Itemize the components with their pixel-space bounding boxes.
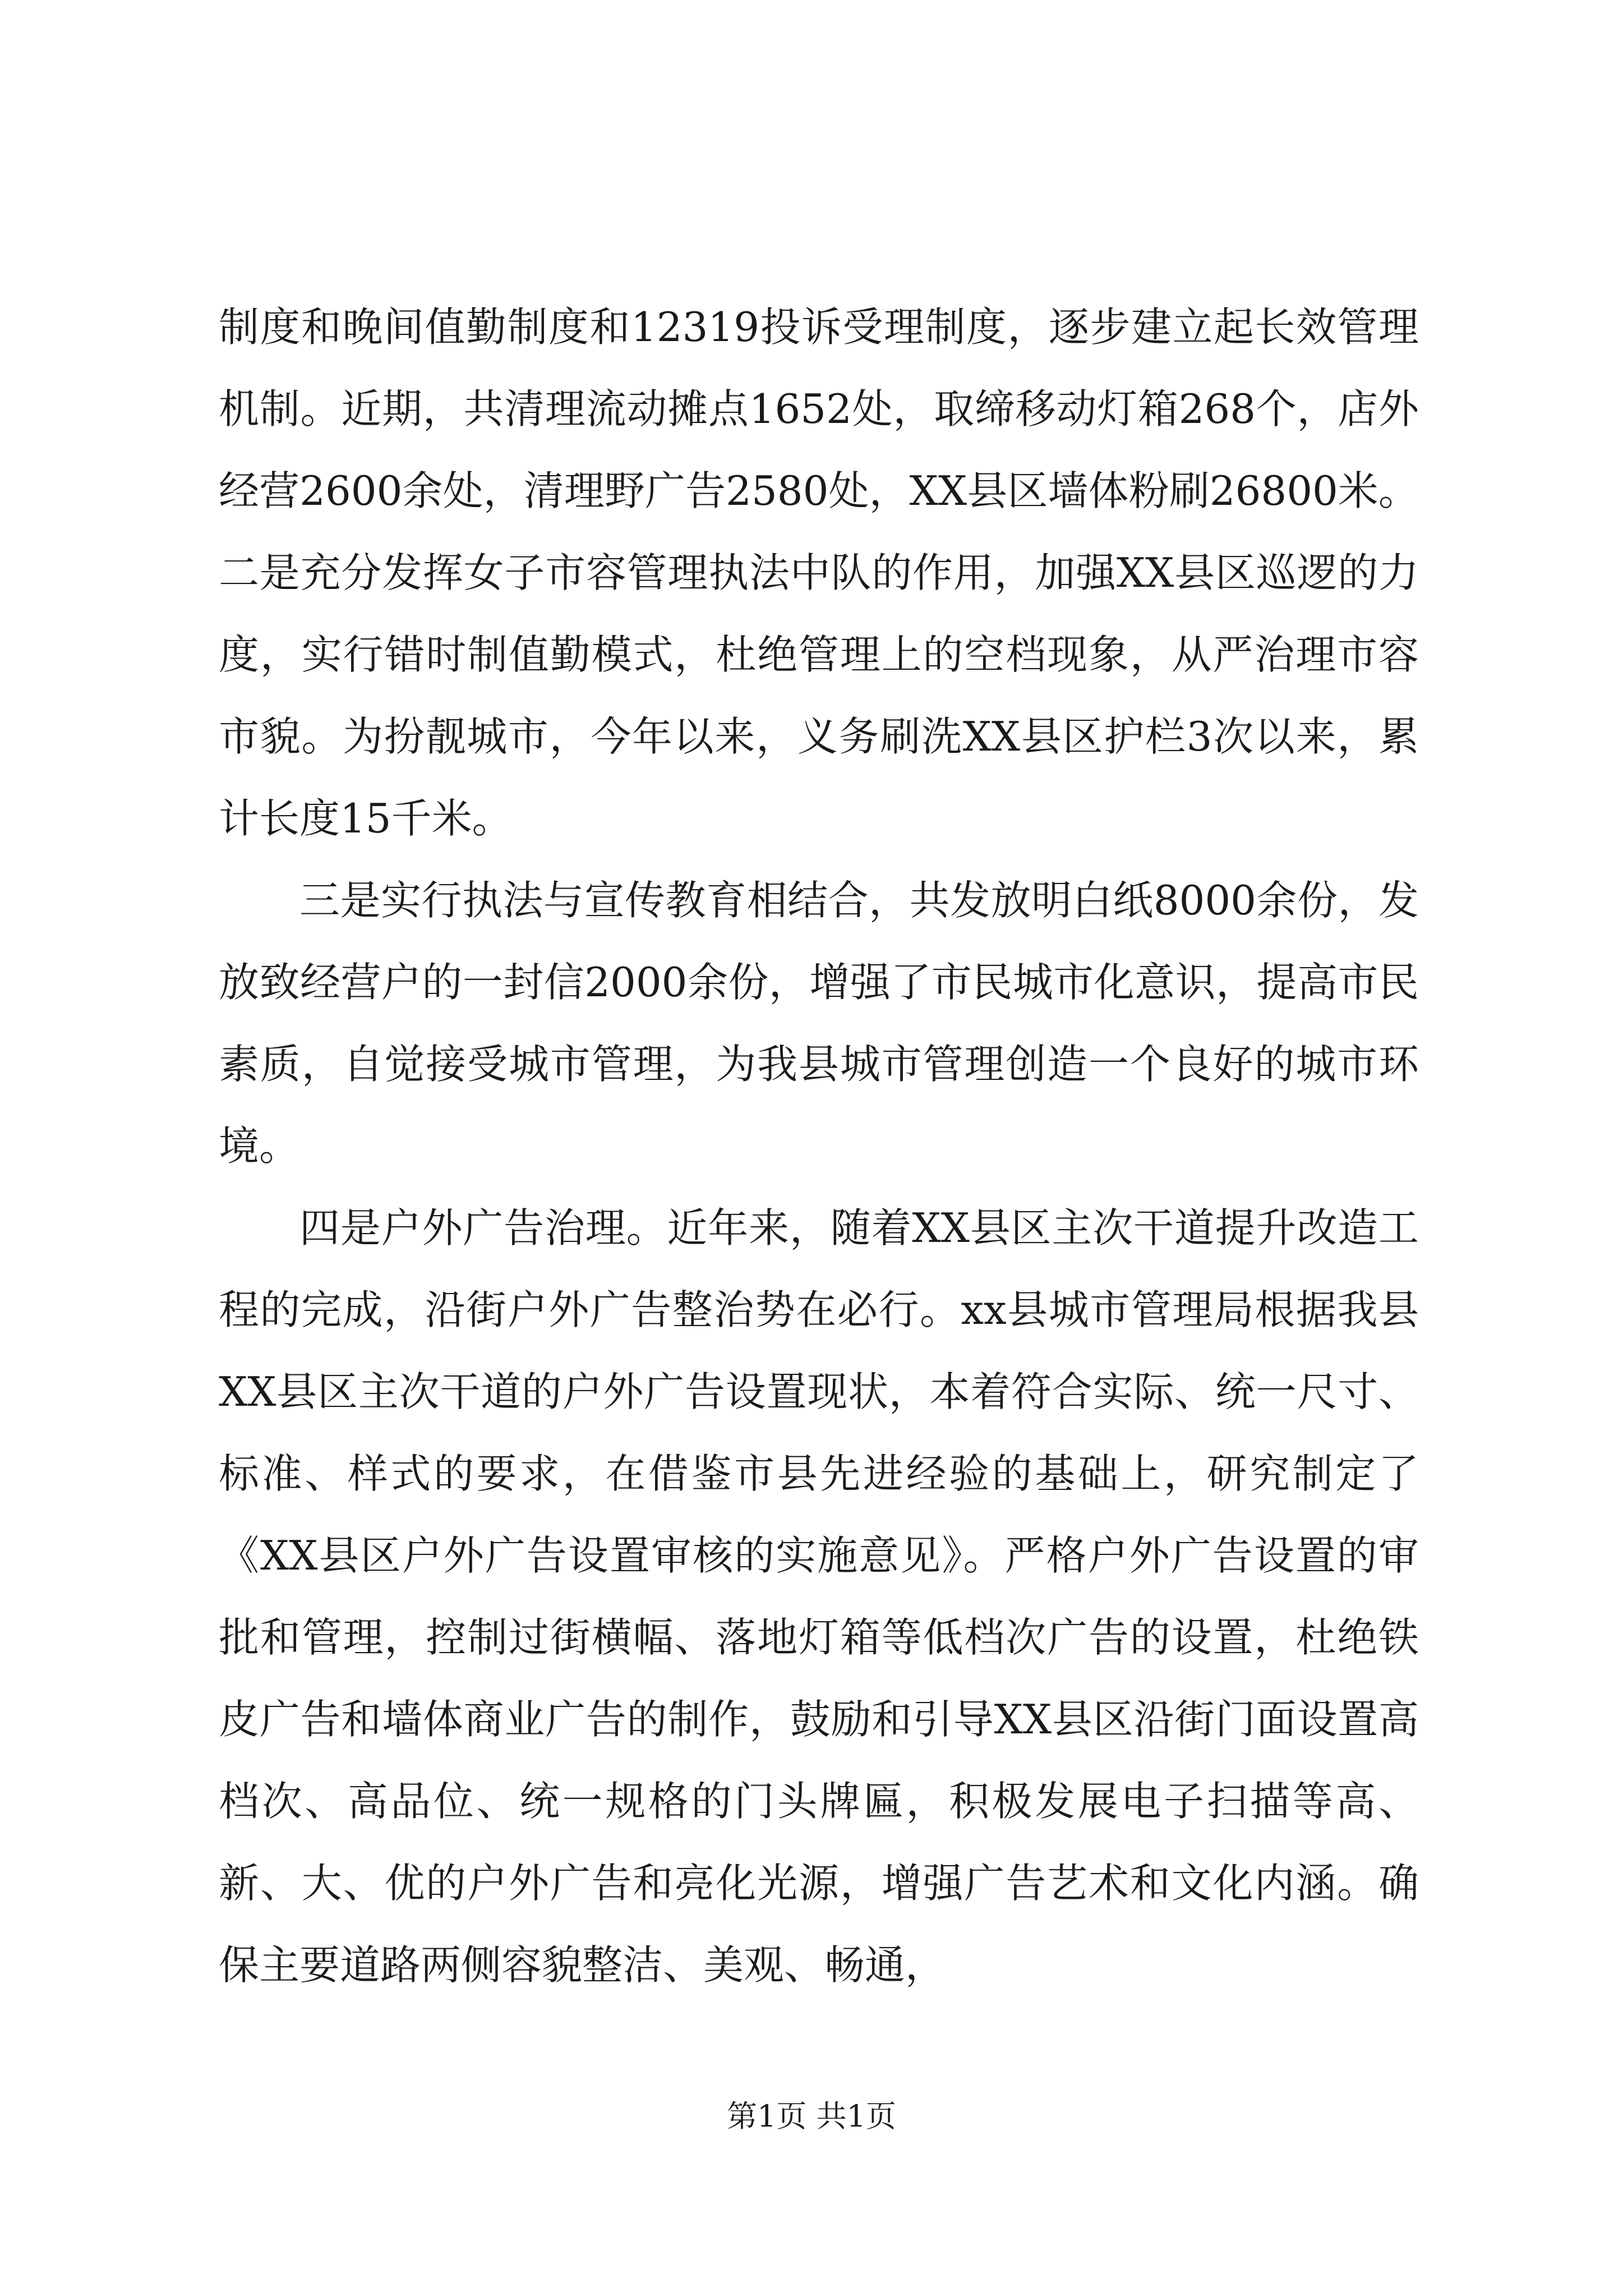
page-footer: 第1页 共1页 [727,2099,896,2134]
document-body [219,286,1419,2006]
paragraph-3: 四是户外广告治理。近年来，随着XX县区主次干道提升改造工程的完成，沿街户外广告整治势在必行。xx县城市管理局根据我县XX县区主次干道的户外广告设置现状，本着符合实际、统一尺寸、标准、样式的要求，在借鉴市县先进经验的基础上，研究制定了《XX县区户外广告设置审核的实施意见》。严格户外广告设置的审批和管理，控制过街横幅、落地灯箱等低档次广告的设置，杜绝铁皮广告和墙体商业广告的制作，鼓励和引导XX县区沿街门面设置高档次、高品位、统一规格的门头牌匾，积极发展电子扫描等高、新、大、优的户外广告和亮化光源，增强广告艺术和文化内涵。确保主要道路两侧容貌整洁、美观、畅通， [219,1204,1419,1989]
paragraph-1: 制度和晚间值勤制度和12319投诉受理制度，逐步建立起长效管理机制。近期，共清理流动摊点1652处，取缔移动灯箱268个，店外经营2600余处，清理野广告2580处，XX县区墙体粉刷26800米。二是充分发挥女子市容管理执法中队的作用，加强XX县区巡逻的力度，实行错时制值勤模式，杜绝管理上的空档现象，从严治理市容市貌。为扮靓城市，今年以来，义务刷洗XX县区护栏3次以来，累计长度15千米。 [219,303,1419,842]
paragraph-2: 三是实行执法与宣传教育相结合，共发放明白纸8000余份，发放致经营户的一封信2000余份，增强了市民城市化意识，提高市民素质，自觉接受城市管理，为我县城市管理创造一个良好的城市环境。 [219,877,1419,1170]
